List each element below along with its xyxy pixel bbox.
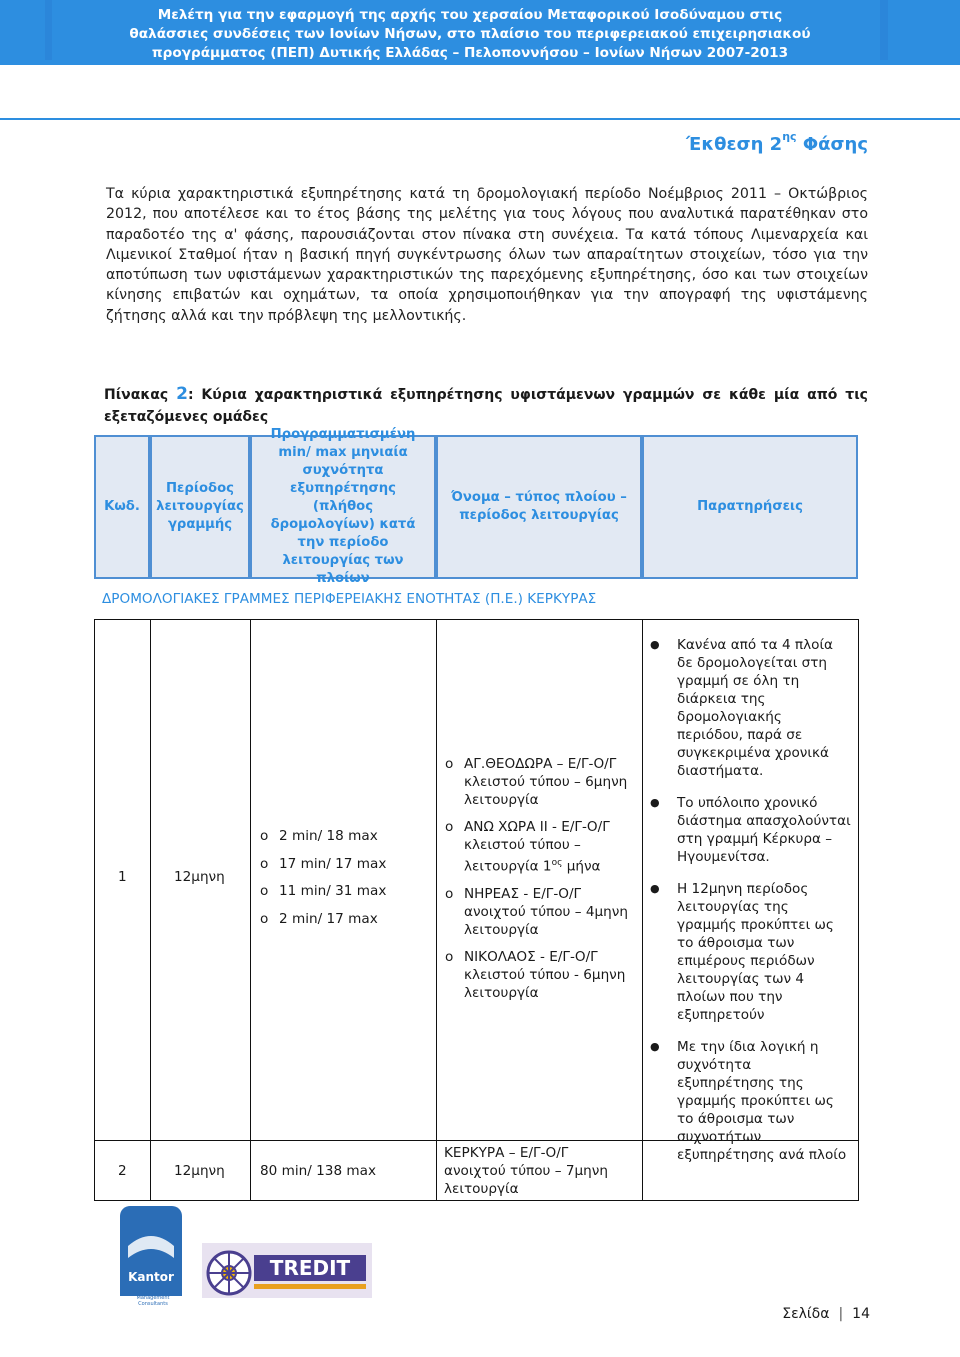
row1-ships	[445, 755, 631, 1002]
row1-notes	[650, 636, 852, 1164]
col-header-ship: Όνομα – τύπος πλοίου – περίοδος λειτουργίας	[436, 435, 642, 579]
document-header-title	[120, 6, 820, 63]
table-col-border	[858, 619, 859, 1201]
row1-frequencies	[260, 827, 430, 928]
phase-title: Έκθεση $2^{\eta\varsigma}$ Φάσης	[686, 130, 868, 155]
kantor-logo	[120, 1206, 182, 1296]
row2-code: 2	[118, 1163, 127, 1179]
col-header-period: Περίοδος λειτουργίας γραμμής	[150, 435, 250, 579]
header-accent-right	[880, 0, 888, 60]
header-accent-left	[45, 0, 52, 60]
note-item: ● Κανένα από τα 4 πλοία δε δρομολογείται στη γραμμή σε όλη τη διάρκεια της δρομολογιακής περιόδου, παρά σε συγκεκριμένα χρονικά διαστήματα.	[650, 636, 852, 780]
tredit-logo	[202, 1243, 372, 1298]
row1-code: 1	[118, 869, 127, 885]
frequency-item: o 17 min/ 17 max	[260, 855, 430, 873]
row1-period: 12μηνη	[174, 869, 225, 885]
ship-item: o ΑΝΩ ΧΩΡΑ ΙΙ - Ε/Γ-Ο/Γ κλειστού τύπου – λειτουργία $1^{o\varsigma}$ μήνα	[445, 818, 631, 876]
tredit-wordmark: TREDIT	[269, 1256, 351, 1280]
table-col-border	[150, 619, 151, 1201]
kantor-wordmark: Kantor	[128, 1270, 174, 1284]
col-header-code: Κωδ.	[94, 435, 150, 579]
frequency-item: o 11 min/ 31 max	[260, 882, 430, 900]
col-header-frequency: Προγραμματισμένη min/ max μηνιαία συχνότητα εξυπηρέτησης (πλήθος δρομολογίων) κατά την περίοδο λειτουργίας των πλοίων	[250, 435, 436, 579]
table-col-border	[250, 619, 251, 1201]
ship-item: o ΝΗΡΕΑΣ - Ε/Γ-Ο/Γ ανοιχτού τύπου – 4μηνη λειτουργία	[445, 885, 631, 939]
col-header-notes: Παρατηρήσεις	[642, 435, 858, 579]
row2-frequency: 80 min/ 138 max	[260, 1163, 377, 1179]
kantor-tagline: Management Consultants	[136, 1295, 170, 1307]
table-row-border	[94, 619, 859, 620]
header-line-2: θαλάσσιες συνδέσεις των Ιονίων Νήσων, στο πλαίσιο του περιφερειακού επιχειρησιακού	[129, 26, 811, 42]
page-number: 14	[852, 1306, 870, 1322]
section-title: ΔΡΟΜΟΛΟΓΙΑΚΕΣ ΓΡΑΜΜΕΣ ΠΕΡΙΦΕΡΕΙΑΚΗΣ ΕΝΟΤΗΤΑΣ (Π.Ε.) ΚΕΡΚΥΡΑΣ	[102, 591, 597, 607]
header-divider	[0, 118, 960, 120]
row2-period: 12μηνη	[174, 1163, 225, 1179]
page-footer: Σελίδα | 14	[782, 1306, 870, 1322]
note-item: ● Το υπόλοιπο χρονικό διάστημα απασχολούνται στη γραμμή Κέρκυρα – Ηγουμενίτσα.	[650, 794, 852, 866]
table-col-border	[642, 619, 643, 1201]
ship-item: o ΝΙΚΟΛΑΟΣ - Ε/Γ-Ο/Γ κλειστού τύπου - 6μηνη λειτουργία	[445, 948, 631, 1002]
table-col-border	[94, 619, 95, 1201]
ship-item: o ΑΓ.ΘΕΟΔΩΡΑ – Ε/Γ-Ο/Γ κλειστού τύπου – 6μηνη λειτουργία	[445, 755, 631, 809]
header-line-3: προγράμματος (ΠΕΠ) Δυτικής Ελλάδας – Πελοποννήσου – Ιονίων Νήσων 2007-2013	[151, 45, 789, 61]
note-item: ● Η 12μηνη περίοδος λειτουργίας της γραμμής προκύπτει ως το άθροισμα των επιμέρους περιόδων λειτουργίας των 4 πλοίων που την εξυπηρετούν	[650, 880, 852, 1024]
frequency-item: o 2 min/ 17 max	[260, 910, 430, 928]
table-row-border	[94, 1200, 859, 1201]
table-caption: Πίνακας 2: Κύρια χαρακτηριστικά εξυπηρέτησης υφιστάμενων γραμμών σε κάθε μία από τις εξεταζόμενες ομάδες	[104, 384, 868, 425]
frequency-item: o 2 min/ 18 max	[260, 827, 430, 845]
note-item: ● Με την ίδια λογική η συχνότητα εξυπηρέτησης της γραμμής προκύπτει ως το άθροισμα των συχνοτήτων εξυπηρέτησης ανά πλοίο	[650, 1038, 852, 1164]
intro-paragraph: Τα κύρια χαρακτηριστικά εξυπηρέτησης κατά τη δρομολογιακή περίοδο Νοέμβριος 2011 – Οκτώβριος 2012, που αποτέλεσε και το έτος βάσης της μελέτης για τους λόγους που αναλυτικά παρατέθηκαν στο παραδοτέο της α' φάσης, παρουσιάζονται στον πίνακα στη συνέχεια. Τα κατά τόπους Λιμεναρχεία και Λιμενικοί Σταθμοί ήταν η βασική πηγή συγκέντρωσης όλων των απαραίτητων στοιχείων, τόσο για την αποτύπωση των υφιστάμενων χαρακτηριστικών της παρεχόμενης εξυπηρέτησης, όσο και των στοιχείων κίνησης επιβατών και οχημάτων, τα οποία χρησιμοποιήθηκαν για την απογραφή της υφιστάμενης ζήτησης αλλά και την πρόβλεψη της μελλοντικής.	[106, 186, 868, 324]
header-line-1: Μελέτη για την εφαρμογή της αρχής του χερσαίου Μεταφορικού Ισοδύναμου στις	[157, 7, 783, 23]
table-col-border	[436, 619, 437, 1201]
row2-ship: ΚΕΡΚΥΡΑ – Ε/Γ-Ο/Γ ανοιχτού τύπου – 7μηνη λειτουργία	[444, 1145, 608, 1197]
